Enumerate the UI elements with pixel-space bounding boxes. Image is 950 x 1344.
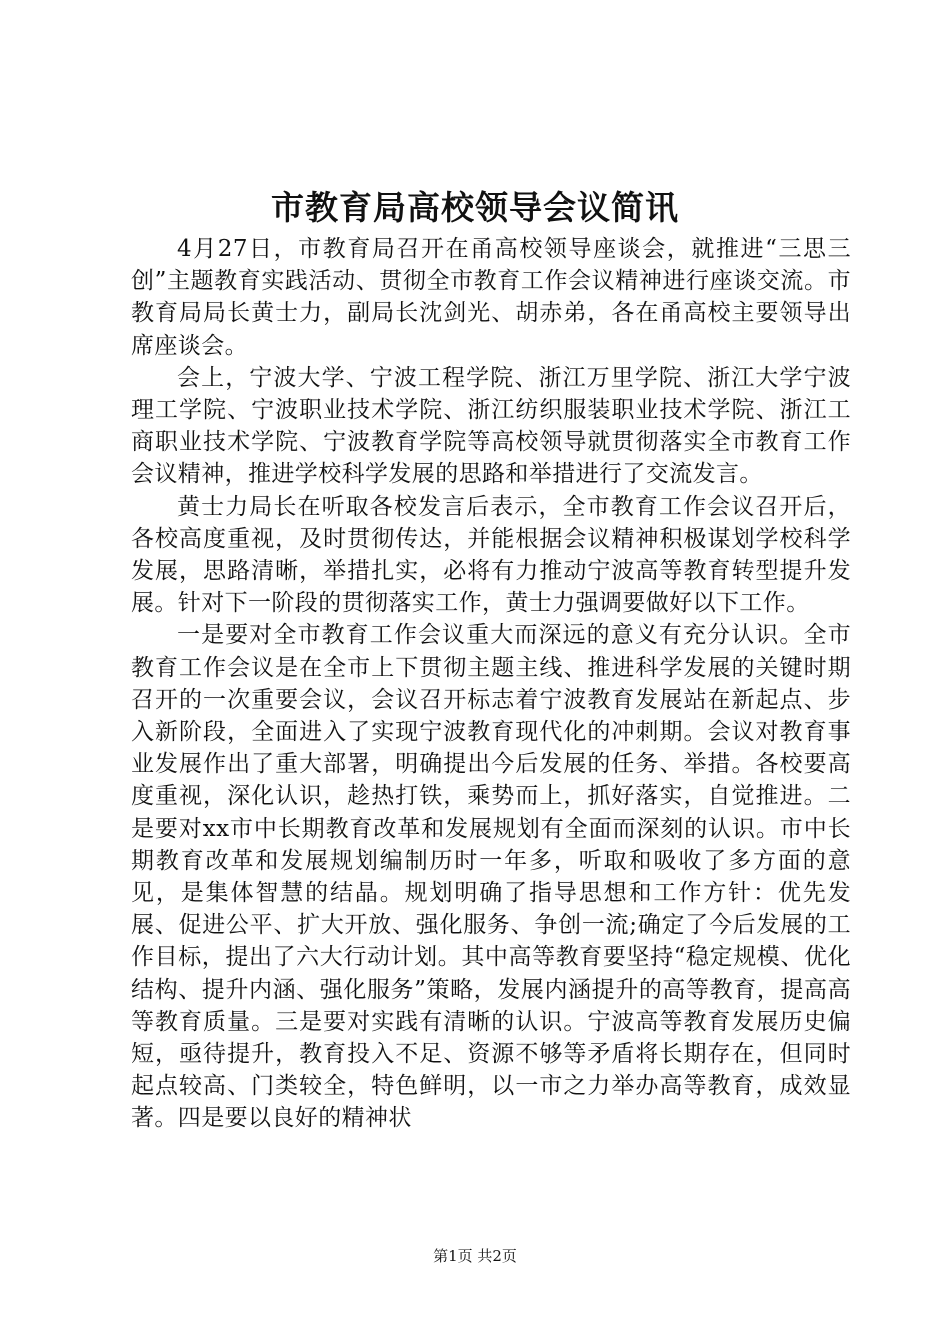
page-number-footer: 第1页 共2页 — [433, 1247, 517, 1265]
document-title: 市教育局高校领导会议简讯 — [271, 188, 679, 227]
paragraph-1: 4月27日，市教育局召开在甬高校领导座谈会，就推进“三思三创”主题教育实践活动、贯彻全市教育工作会议精神进行座谈交流。市教育局局长黄士力，副局长沈剑光、胡赤弟，各在甬高校主要领导出席座谈会。 — [131, 236, 851, 359]
paragraph-2: 会上，宁波大学、宁波工程学院、浙江万里学院、浙江大学宁波理工学院、宁波职业技术学院、浙江纺织服装职业技术学院、浙江工商职业技术学院、宁波教育学院等高校领导就贯彻落实全市教育工作会议精神，推进学校科学发展的思路和举措进行了交流发言。 — [131, 364, 851, 488]
paragraph-4: 一是要对全市教育工作会议重大而深远的意义有充分认识。全市教育工作会议是在全市上下贯彻主题主线、推进科学发展的关键时期召开的一次重要会议，会议召开标志着宁波教育发展站在新起点、步入新阶段，全面进入了实现宁波教育现代化的冲刺期。会议对教育事业发展作出了重大部署，明确提出今后发展的任务、举措。各校要高度重视，深化认识，趁热打铁，乘势而上，抓好落实，自觉推进。二是要对xx市中长期教育改革和发展规划有全面而深刻的认识。市中长期教育改革和发展规划编制历时一年多，听取和吸收了多方面的意见，是集体智慧的结晶。规划明确了指导思想和工作方针：优先发展、促进公平、扩大开放、强化服务、争创一流;确定了今后发展的工作目标，提出了六大行动计划。其中高等教育要坚持“稳定规模、优化结构、提升内涵、强化服务”策略，发展内涵提升的高等教育，提高高等教育质量。三是要对实践有清晰的认识。宁波高等教育发展历史偏短，亟待提升，教育投入不足、资源不够等矛盾将长期存在，但同时起点较高、门类较全，特色鲜明，以一市之力举办高等教育，成效显著。四是要以良好的精神状 — [131, 622, 851, 1132]
document-body — [131, 233, 851, 1135]
paragraph-3: 黄士力局长在听取各校发言后表示，全市教育工作会议召开后，各校高度重视，及时贯彻传达，并能根据会议精神积极谋划学校科学发展，思路清晰，举措扎实，必将有力推动宁波高等教育转型提升发展。针对下一阶段的贯彻落实工作，黄士力强调要做好以下工作。 — [131, 493, 851, 617]
